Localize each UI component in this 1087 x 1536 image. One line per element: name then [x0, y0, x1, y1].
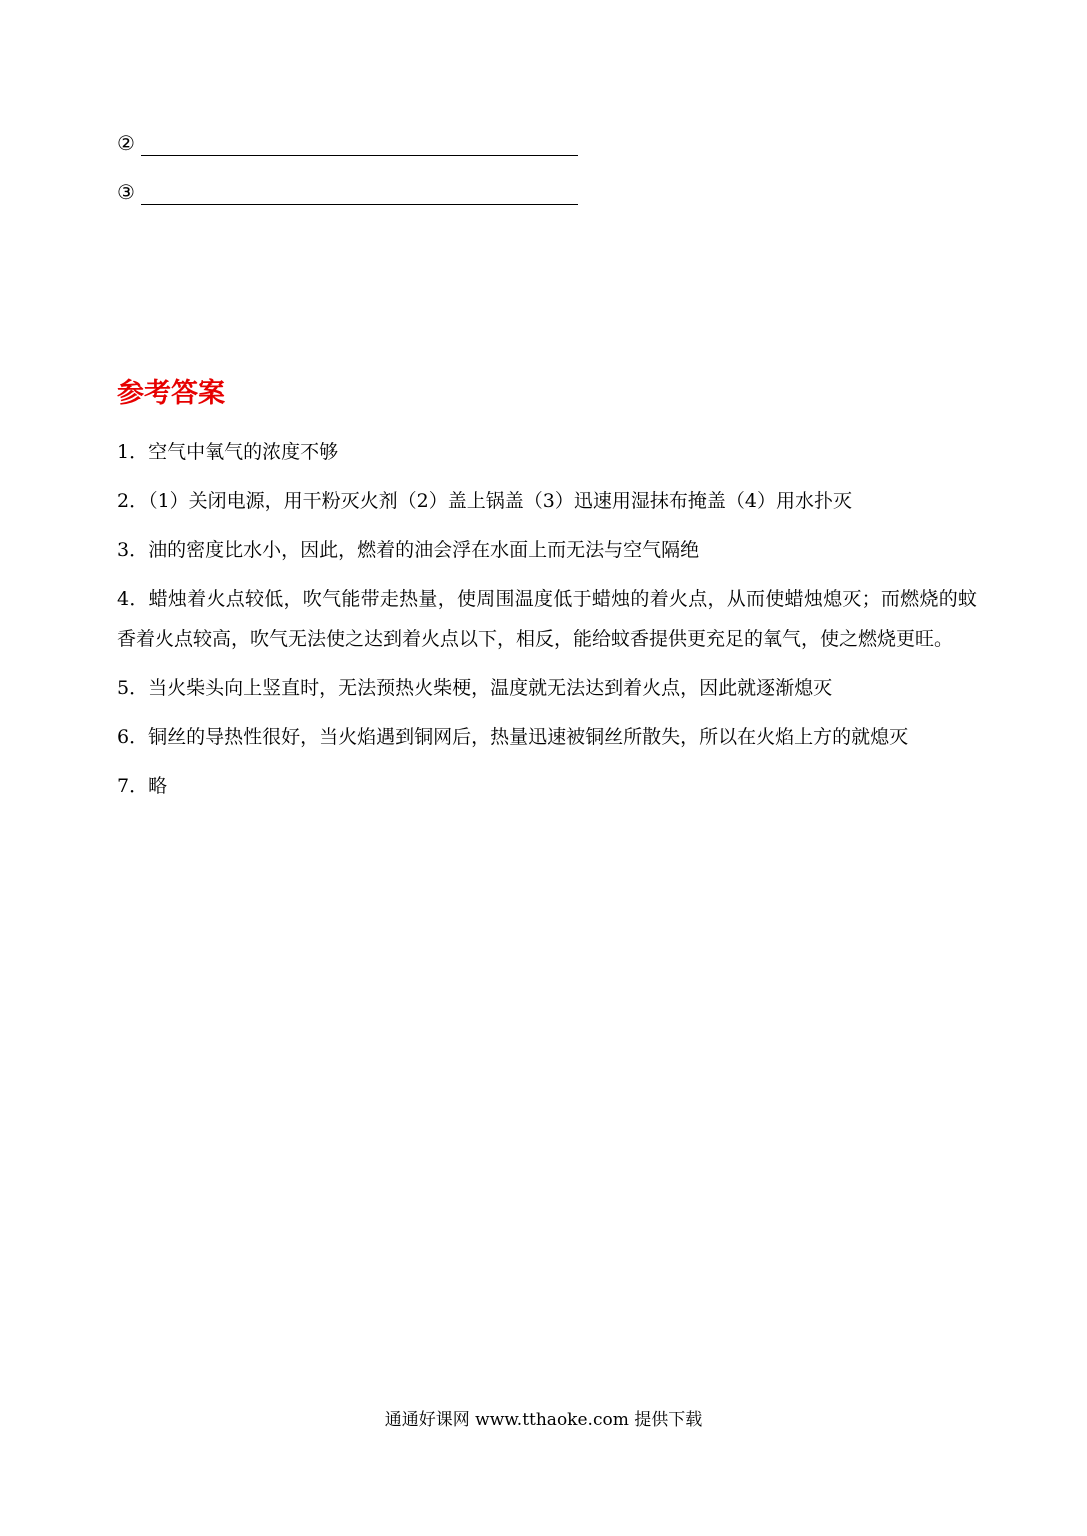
blank-underline	[141, 204, 578, 205]
answer-item-7: 7．略	[117, 775, 168, 797]
answer-item-2: 2．（1）关闭电源，用干粉灭火剂（2）盖上锅盖（3）迅速用湿抹布掩盖（4）用水扑灭	[117, 490, 852, 512]
answer-item-3: 3．油的密度比水小，因此，燃着的油会浮在水面上而无法与空气隔绝	[117, 539, 700, 561]
answer-item-1: 1．空气中氧气的浓度不够	[117, 441, 339, 463]
blank-underline	[141, 155, 578, 156]
page-footer: 通通好课网 www.tthaoke.com 提供下载	[384, 1410, 703, 1430]
answer-section-heading: 参考答案	[117, 378, 225, 409]
answer-item-5: 5．当火柴头向上竖直时，无法预热火柴梗，温度就无法达到着火点，因此就逐渐熄灭	[117, 677, 833, 699]
answer-item-4: 4．蜡烛着火点较低，吹气能带走热量，使周围温度低于蜡烛的着火点，从而使蜡烛熄灭；而燃烧的蚊香着火点较高，吹气无法使之达到着火点以下，相反，能给蚊香提供更充足的氧气，使之燃烧更旺。	[117, 588, 977, 650]
answer-list	[117, 432, 977, 815]
blank-marker: ③	[117, 180, 135, 204]
answer-item-6: 6．铜丝的导热性很好，当火焰遇到铜网后，热量迅速被铜丝所散失，所以在火焰上方的就熄灭	[117, 726, 909, 748]
blank-marker: ②	[117, 131, 135, 155]
blank-line-2	[117, 128, 587, 158]
blank-line-3	[117, 177, 587, 207]
